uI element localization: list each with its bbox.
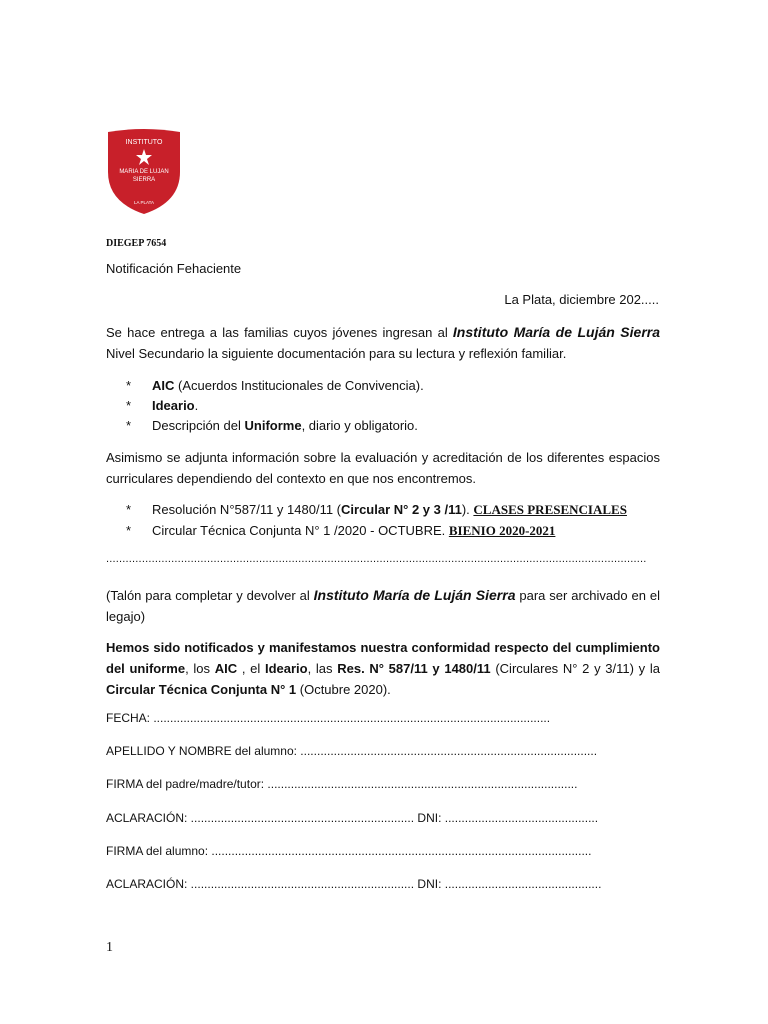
intro-paragraph: [106, 322, 660, 364]
intro-text-a: Se hace entrega a las familias cuyos jóvenes ingresan al: [106, 325, 453, 340]
list-item: * Resolución N°587/11 y 1480/11 (Circular N° 2 y 3 /11). CLASES PRESENCIALES: [126, 502, 627, 517]
page-number: 1: [106, 940, 113, 955]
institute-logo: [106, 128, 182, 216]
clarification-dni-field-2[interactable]: ACLARACIÓN: ................................................................... DNI: ...............................................: [106, 877, 602, 891]
logo-bottom: LA PLATA: [133, 200, 155, 205]
list-item: * Circular Técnica Conjunta N° 1 /2020 - OCTUBRE. BIENIO 2020-2021: [126, 523, 556, 538]
list-item: * Ideario.: [126, 398, 199, 413]
cut-divider: ......................................................................................................................................................................: [106, 553, 647, 565]
logo-line2: MARIA DE LUJAN: [119, 169, 169, 175]
student-name-field[interactable]: APELLIDO Y NOMBRE del alumno: .........................................................................................: [106, 744, 598, 758]
document-heading: Notificación Fehaciente: [106, 261, 242, 276]
student-signature-field[interactable]: FIRMA del alumno: ..................................................................................................................: [106, 844, 592, 858]
diegep-code: DIEGEP 7654: [106, 238, 167, 249]
shield-logo-icon: [106, 128, 182, 216]
fecha-field[interactable]: FECHA: .......................................................................................................................: [106, 711, 551, 725]
institute-name: Instituto María de Luján Sierra: [452, 324, 661, 340]
date-line: La Plata, diciembre 202.....: [504, 292, 659, 307]
notification-paragraph: Hemos sido notificados y manifestamos nuestra conformidad respecto del cumplimiento del uniforme, los AIC , el Ideario, las Res. N° 587/11 y 1480/11 (Circulares N° 2 y 3/11) y la Circular Técnica Conjunta N° 1 (Octubre 2020).: [106, 640, 660, 697]
parent-signature-field[interactable]: FIRMA del padre/madre/tutor: .............................................................................................: [106, 777, 578, 791]
list-item: * Descripción del Uniforme, diario y obligatorio.: [126, 418, 418, 433]
list-item: * AIC (Acuerdos Institucionales de Convivencia).: [126, 378, 424, 393]
talon-paragraph: (Talón para completar y devolver al Instituto María de Luján Sierra para ser archivado en el legajo): [106, 587, 660, 624]
bienio-label: BIENIO 2020-2021: [448, 523, 556, 538]
intro-text-b: Nivel Secundario la siguiente documentación para su lectura y reflexión familiar.: [106, 346, 567, 361]
logo-line3: SIERRA: [132, 177, 156, 183]
documents-list: [126, 376, 424, 436]
clases-presenciales-label: CLASES PRESENCIALES: [473, 502, 627, 517]
evaluation-paragraph: Asimismo se adjunta información sobre la evaluación y acreditación de los diferentes espacios curriculares dependiendo del contexto en que nos encontremos.: [106, 450, 660, 486]
resolutions-list: [126, 499, 627, 541]
logo-line1: INSTITUTO: [125, 139, 163, 146]
clarification-dni-field-1[interactable]: ACLARACIÓN: ................................................................... DNI: ..............................................: [106, 811, 599, 825]
